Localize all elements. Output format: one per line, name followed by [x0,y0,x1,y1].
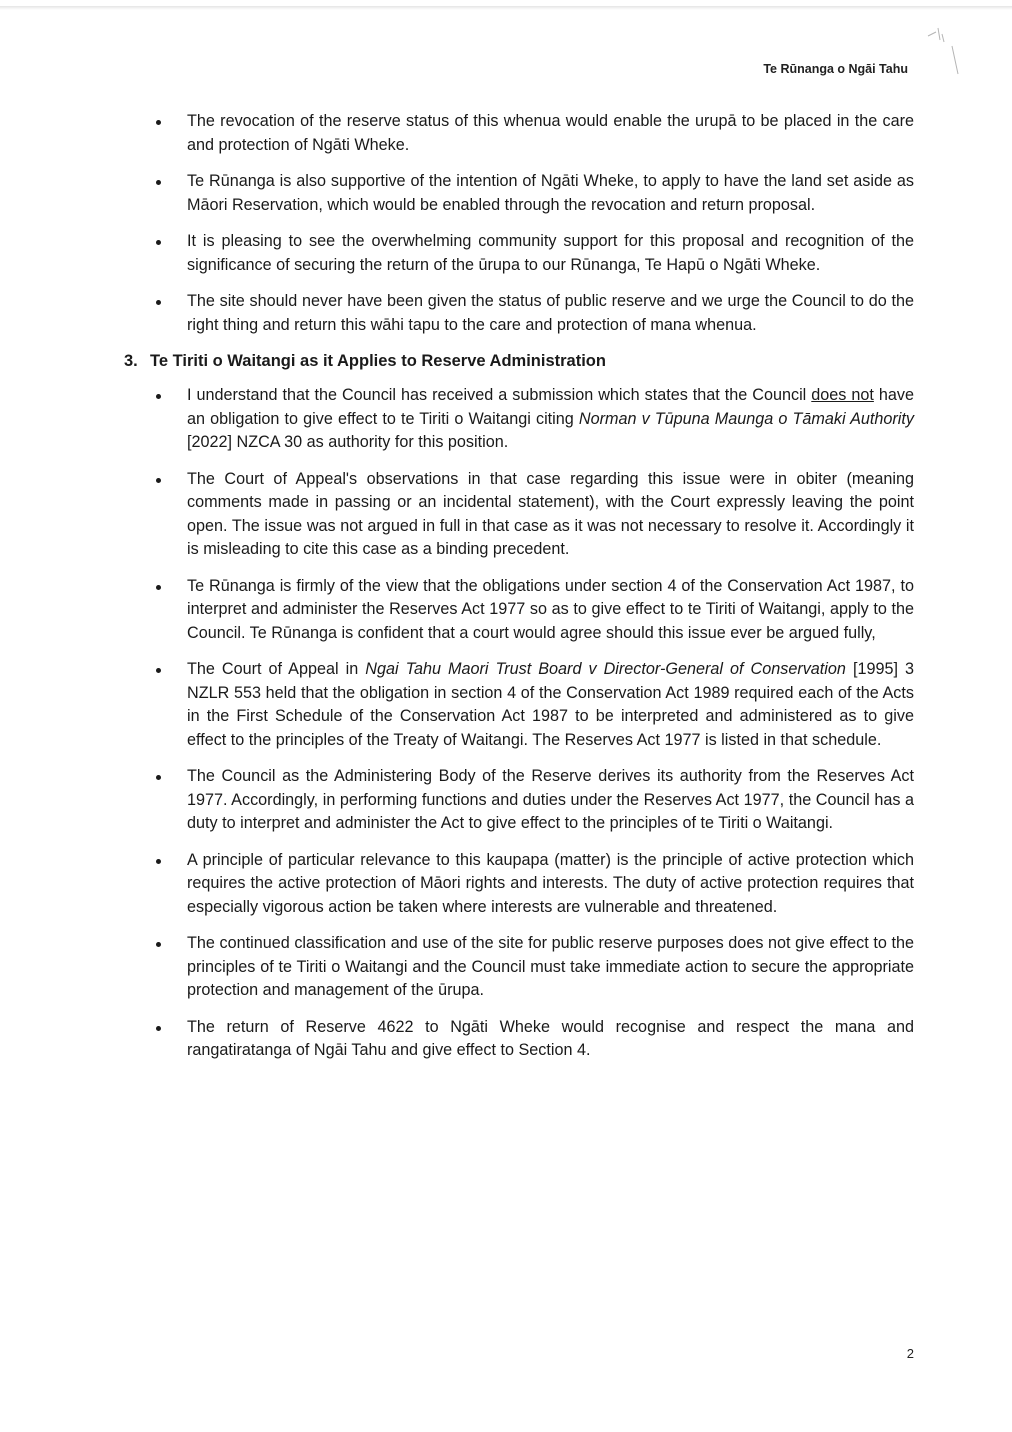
bullet-text: The site should never have been given the status of public reserve and we urge the Council to do the right thing and return this wāhi tapu to the care and protection of mana whenua. [187,292,914,334]
bullet-text: The Court of Appeal's observations in that case regarding this issue were in obiter (meaning comments made in passing or an incidental statement), with the Court expressly leaving the point open. The issue was not argued in full in that case as it was not necessary to resolve it. Accordingly it is misleading to cite this case as a binding precedent. [187,469,914,558]
list-item [124,575,914,646]
bullet-text: The return of Reserve 4622 to Ngāti Wheke would recognise and respect the mana and rangatiratanga of Ngāi Tahu and give effect to Section 4. [187,1017,914,1059]
bullet-text-part: [1995] 3 NZLR 553 held that the obligation in section 4 of the Conservation Act 1989 required each of the Acts in the First Schedule of the Conservation Act 1987 to be interpreted and administered as to give effect to the principles of the Treaty of Waitangi. The Reserves Act 1977 is listed in that schedule. [187,660,914,749]
list-item [124,230,914,277]
case-citation: Norman v Tūpuna Maunga o Tāmaki Authority [578,409,914,428]
bullet-text: It is pleasing to see the overwhelming community support for this proposal and recognition of the significance of securing the return of the ūrupa to our Rūnanga, Te Hapū o Ngāti Wheke. [187,232,914,274]
list-item [124,932,914,1003]
bullet-icon [156,942,161,947]
bullet-icon [156,668,161,673]
bullet-icon [156,180,161,185]
list-item [124,658,914,752]
list-item [124,170,914,217]
bullet-icon [156,585,161,590]
scan-mark [926,26,966,76]
bullet-icon [156,859,161,864]
bullet-icon [156,120,161,125]
page-number: 2 [906,1346,914,1361]
intro-bullet-list [124,110,914,337]
underlined-text: does not [811,386,874,404]
list-item [124,384,914,455]
section-bullet-list [124,384,914,1063]
bullet-text: Te Rūnanga is firmly of the view that the obligations under section 4 of the Conservation Act 1987, to interpret and administer the Reserves Act 1977 so as to give effect to te Tiriti of Waitangi, apply to the Council. Te Rūnanga is confident that a court would agree should this issue ever be argued fully, [187,576,914,642]
bullet-icon [156,1026,161,1031]
list-item [124,468,914,562]
section-heading [124,350,914,373]
bullet-text: A principle of particular relevance to this kaupapa (matter) is the principle of active protection which requires the active protection of Māori rights and interests. The duty of active protection requires that especially vigorous action be taken where interests are vulnerable and threatened. [187,850,914,916]
bullet-text-part: have an obligation to give effect to te Tiriti o Waitangi citing [187,386,914,428]
bullet-text: The Council as the Administering Body of the Reserve derives its authority from the Reserves Act 1977. Accordingly, in performing functions and duties under the Reserves Act 1977, the Council has a duty to interpret and administer the Act to give effect to the principles of te Tiriti o Waitangi. [187,767,914,832]
document-body [124,110,914,1076]
section-number: 3. [124,352,138,370]
case-citation: Ngai Tahu Maori Trust Board v Director-General of Conservation [365,660,846,678]
bullet-text: The continued classification and use of the site for public reserve purposes does not give effect to the principles of te Tiriti o Waitangi and the Council must take immediate action to secure the appropriate protection and management of the ūrupa. [187,934,914,999]
bullet-icon [156,300,161,305]
scan-edge [0,6,1012,10]
bullet-text-part: The Court of Appeal in [187,660,366,678]
list-item [124,1016,914,1063]
bullet-icon [156,775,161,780]
list-item [124,849,914,920]
bullet-icon [156,394,161,399]
bullet-text-part: I understand that the Council has received a submission which states that the Council [187,386,812,404]
bullet-text: Te Rūnanga is also supportive of the intention of Ngāti Wheke, to apply to have the land set aside as Māori Reservation, which would be enabled through the revocation and return proposal. [187,172,914,214]
bullet-icon [156,240,161,245]
list-item [124,110,914,157]
header-org-name: Te Rūnanga o Ngāi Tahu [763,62,908,76]
list-item [124,290,914,337]
bullet-text-part: [2022] NZCA 30 as authority for this position. [187,433,509,451]
section-title: Te Tiriti o Waitangi as it Applies to Reserve Administration [150,352,606,370]
list-item [124,765,914,836]
bullet-text: The revocation of the reserve status of this whenua would enable the urupā to be placed in the care and protection of Ngāti Wheke. [187,112,914,154]
bullet-icon [156,478,161,483]
